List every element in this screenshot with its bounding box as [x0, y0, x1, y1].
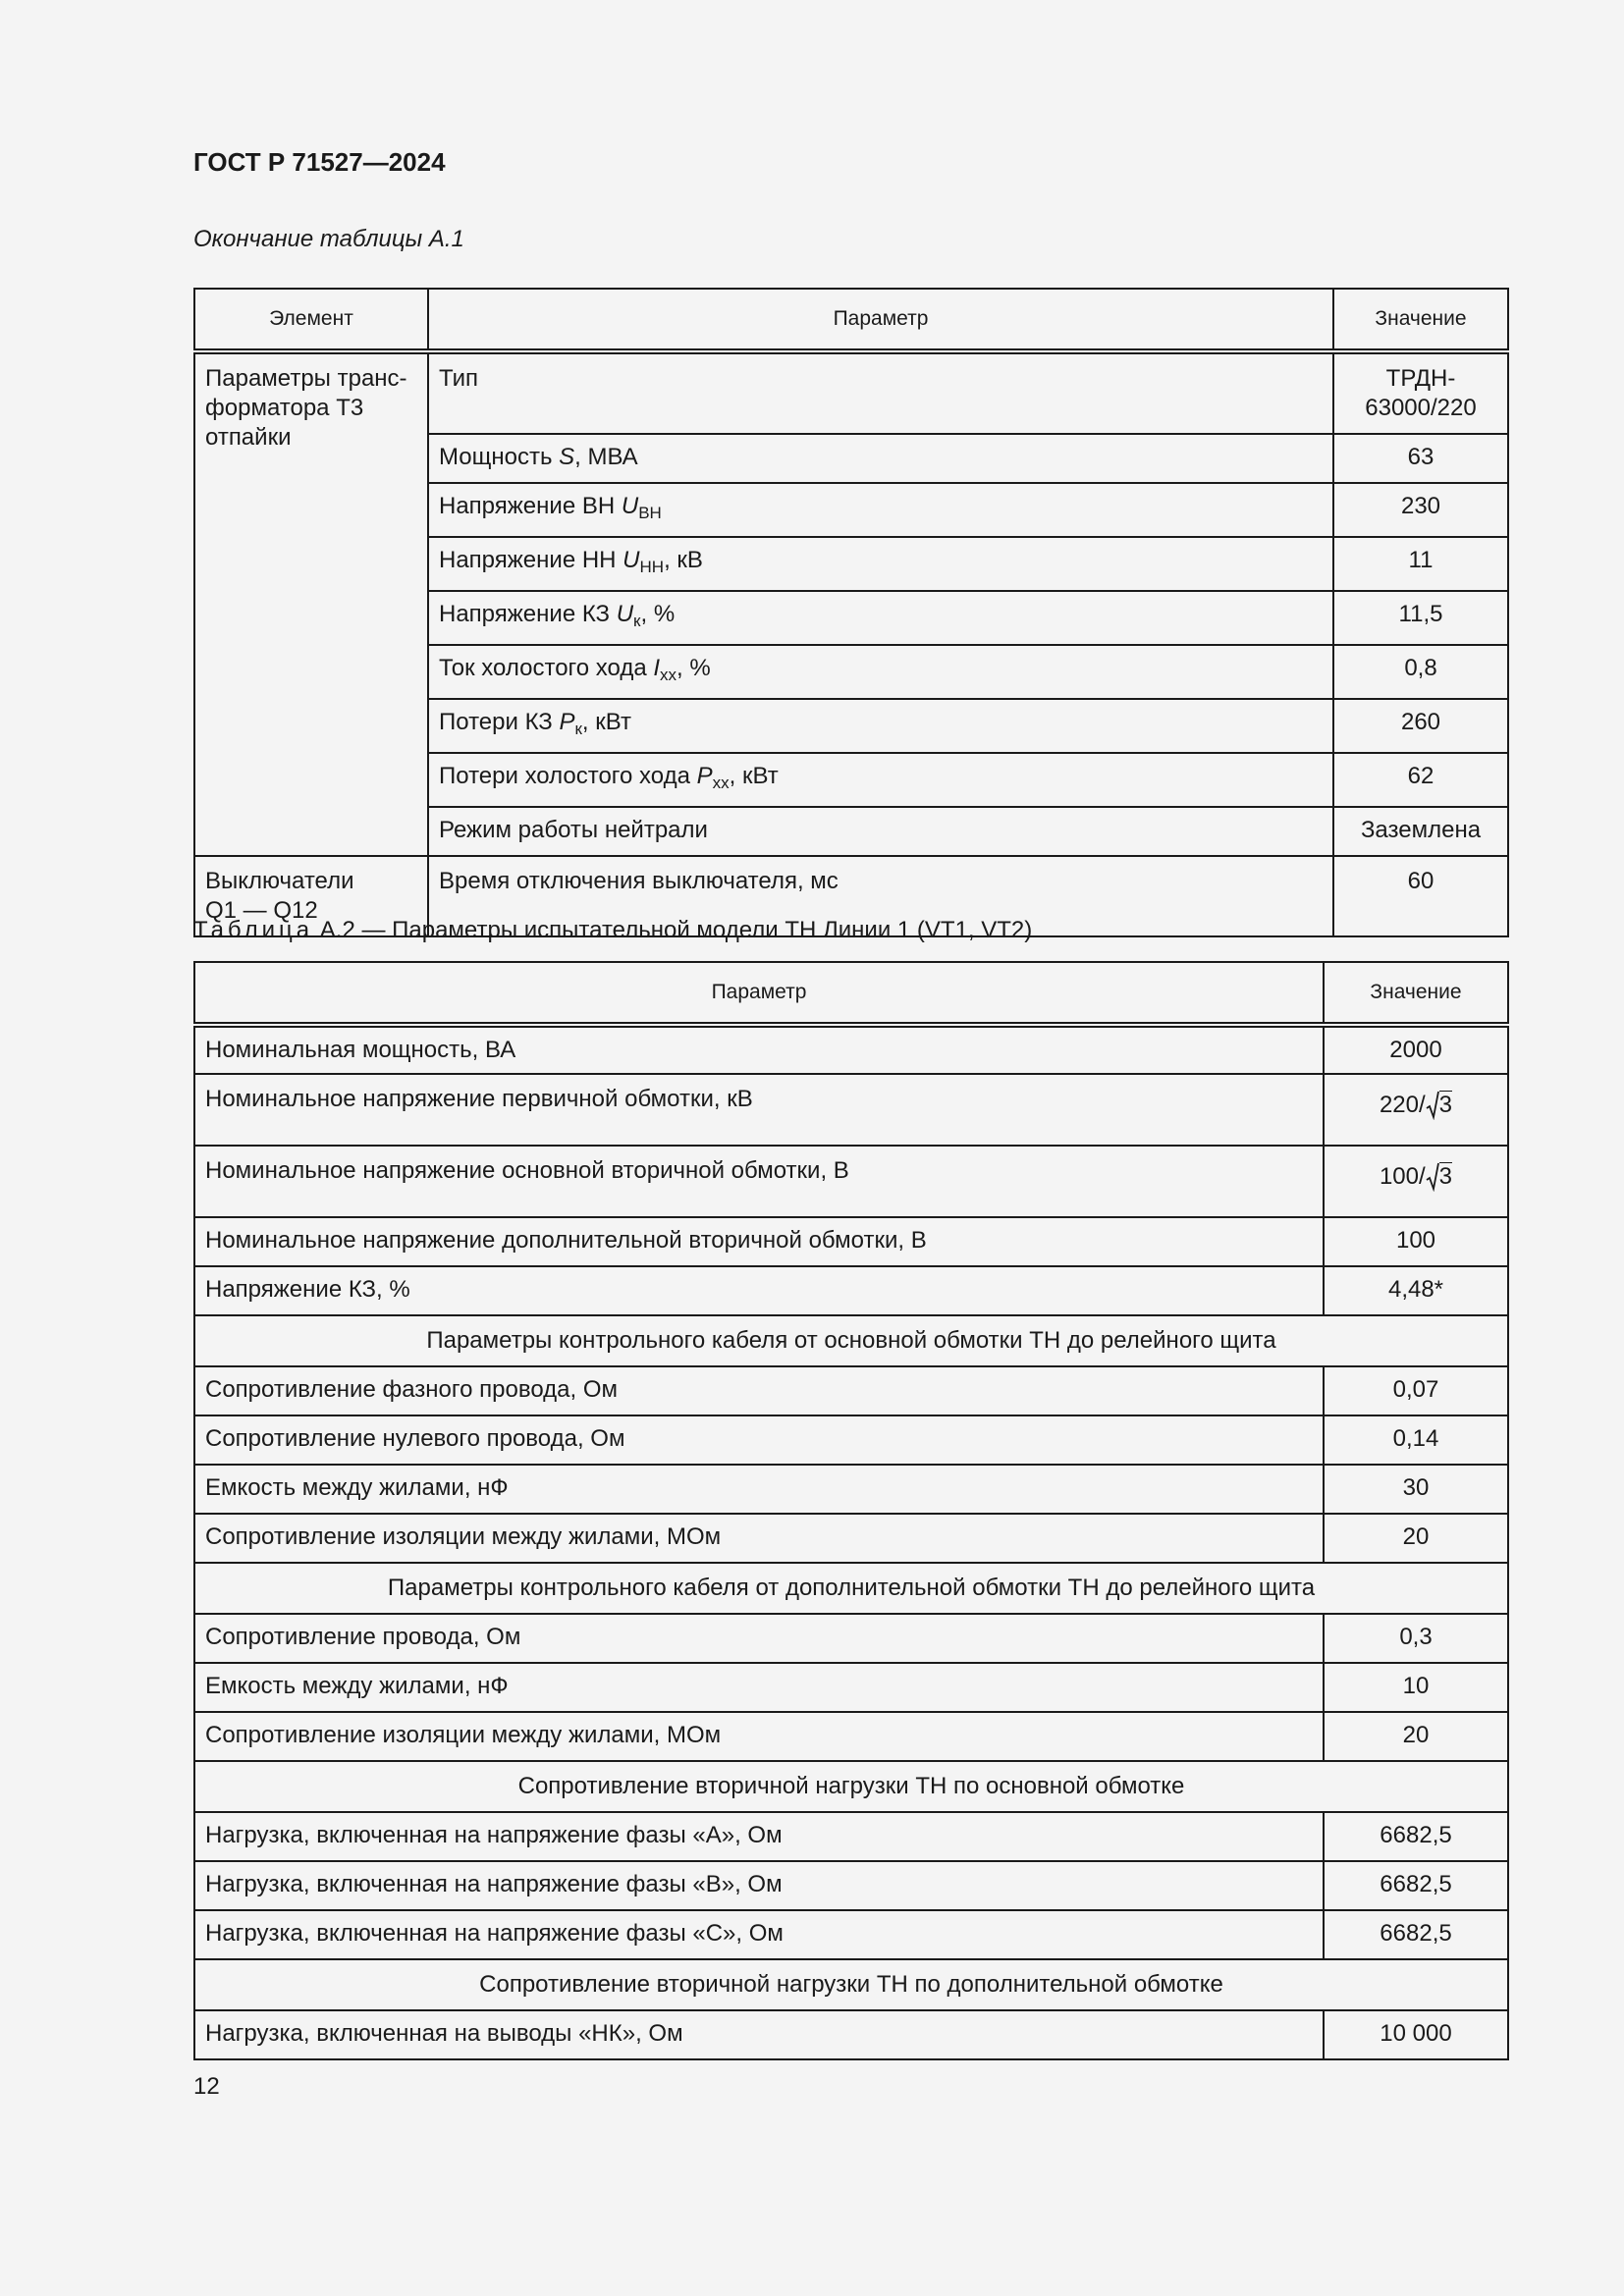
value-cell: 62: [1333, 753, 1508, 807]
parameter-cell: Номинальная мощность, ВА: [194, 1025, 1324, 1074]
parameter-cell: Сопротивление изоляции между жилами, МОм: [194, 1514, 1324, 1563]
value-cell: 10 000: [1324, 2010, 1508, 2059]
column-header-parameter: Параметр: [194, 962, 1324, 1025]
parameter-cell: Напряжение НН $U_{НН}$, кВ: [428, 537, 1333, 591]
value-cell: 0,07: [1324, 1366, 1508, 1415]
parameter-cell: Тип: [428, 351, 1333, 434]
parameter-cell: Напряжение КЗ $U_к$, %: [428, 591, 1333, 645]
parameter-cell: Потери КЗ $P_к$, кВт: [428, 699, 1333, 753]
document-code: ГОСТ Р 71527—2024: [193, 147, 446, 177]
table-row: [194, 1146, 1508, 1217]
value-cell: 10: [1324, 1663, 1508, 1712]
table-a1-end: [193, 288, 1509, 937]
value-cell: 0,14: [1324, 1415, 1508, 1465]
value-cell: 230: [1333, 483, 1508, 537]
column-header-value: Значение: [1333, 289, 1508, 351]
value-cell: 4,48*: [1324, 1266, 1508, 1315]
table-row: [194, 1266, 1508, 1315]
parameter-cell: Номинальное напряжение первичной обмотки, кВ: [194, 1074, 1324, 1146]
parameter-cell: Сопротивление нулевого провода, Ом: [194, 1415, 1324, 1465]
section-header-row: [194, 1959, 1508, 2010]
value-cell: 20: [1324, 1712, 1508, 1761]
value-cell: 20: [1324, 1514, 1508, 1563]
table-row: [194, 1465, 1508, 1514]
table2-caption-text: А.2 — Параметры испытательной модели ТН Линии 1 (VT1, VT2): [319, 917, 1033, 943]
column-header-parameter: Параметр: [428, 289, 1333, 351]
value-cell: 11: [1333, 537, 1508, 591]
parameter-cell: Режим работы нейтрали: [428, 807, 1333, 856]
parameter-cell: Мощность S, МВА: [428, 434, 1333, 483]
parameter-cell: Потери холостого хода $P_{хх}$, кВт: [428, 753, 1333, 807]
section-title: Сопротивление вторичной нагрузки ТН по дополнительной обмотке: [194, 1959, 1508, 2010]
section-title: Параметры контрольного кабеля от основной обмотки ТН до релейного щита: [194, 1315, 1508, 1366]
table-row: [194, 1025, 1508, 1074]
column-header-element: Элемент: [194, 289, 428, 351]
parameter-cell: Нагрузка, включенная на выводы «НК», Ом: [194, 2010, 1324, 2059]
parameter-cell: Емкость между жилами, нФ: [194, 1465, 1324, 1514]
value-cell: 100: [1324, 1217, 1508, 1266]
value-cell: 11,5: [1333, 591, 1508, 645]
section-header-row: [194, 1315, 1508, 1366]
value-cell: 30: [1324, 1465, 1508, 1514]
value-cell: 0,8: [1333, 645, 1508, 699]
table-row: [194, 1514, 1508, 1563]
table-row: [194, 1614, 1508, 1663]
value-cell: 6682,5: [1324, 1861, 1508, 1910]
element-cell: Выключатели Q1 — Q12: [194, 856, 428, 936]
page-number: 12: [193, 2073, 220, 2100]
table-row: [194, 2010, 1508, 2059]
element-cell: Параметры транс- форматора Т3 отпайки: [194, 351, 428, 856]
value-cell: Заземлена: [1333, 807, 1508, 856]
parameter-cell: Нагрузка, включенная на напряжение фазы «В», Ом: [194, 1861, 1324, 1910]
table-row: [194, 1910, 1508, 1959]
table-row: [194, 1366, 1508, 1415]
table-row: [194, 1074, 1508, 1146]
sqrt-sign-icon: [1426, 1091, 1439, 1120]
section-title: Сопротивление вторичной нагрузки ТН по основной обмотке: [194, 1761, 1508, 1812]
value-cell: ТРДН- 63000/220: [1333, 351, 1508, 434]
table-row: [194, 1812, 1508, 1861]
value-cell: 100/ 3: [1324, 1146, 1508, 1217]
parameter-cell: Сопротивление провода, Ом: [194, 1614, 1324, 1663]
table2-caption: [193, 917, 1032, 944]
parameter-cell: Время отключения выключателя, мс: [428, 856, 1333, 936]
column-header-value: Значение: [1324, 962, 1508, 1025]
table2-caption-label: Таблица: [193, 917, 314, 943]
section-header-row: [194, 1761, 1508, 1812]
parameter-cell: Нагрузка, включенная на напряжение фазы «С», Ом: [194, 1910, 1324, 1959]
table-a2: [193, 961, 1509, 2060]
parameter-cell: Нагрузка, включенная на напряжение фазы «А», Ом: [194, 1812, 1324, 1861]
value-cell: 260: [1333, 699, 1508, 753]
parameter-cell: Сопротивление изоляции между жилами, МОм: [194, 1712, 1324, 1761]
parameter-cell: Напряжение КЗ, %: [194, 1266, 1324, 1315]
sqrt-sign-icon: [1426, 1162, 1439, 1192]
parameter-cell: Сопротивление фазного провода, Ом: [194, 1366, 1324, 1415]
value-cell: 220/ 3: [1324, 1074, 1508, 1146]
table-row: [194, 1712, 1508, 1761]
parameter-cell: Номинальное напряжение основной вторичной обмотки, В: [194, 1146, 1324, 1217]
table-row: [194, 1861, 1508, 1910]
table-row: [194, 1663, 1508, 1712]
value-cell: 6682,5: [1324, 1910, 1508, 1959]
section-header-row: [194, 1563, 1508, 1614]
value-cell: 6682,5: [1324, 1812, 1508, 1861]
value-cell: 63: [1333, 434, 1508, 483]
table1-caption: Окончание таблицы А.1: [193, 226, 464, 252]
parameter-cell: Емкость между жилами, нФ: [194, 1663, 1324, 1712]
section-title: Параметры контрольного кабеля от дополнительной обмотки ТН до релейного щита: [194, 1563, 1508, 1614]
parameter-cell: Номинальное напряжение дополнительной вторичной обмотки, В: [194, 1217, 1324, 1266]
parameter-cell: Ток холостого хода $I_{хх}$, %: [428, 645, 1333, 699]
value-cell: 2000: [1324, 1025, 1508, 1074]
table-row: [194, 1217, 1508, 1266]
table-row: [194, 351, 1508, 434]
value-cell: 0,3: [1324, 1614, 1508, 1663]
table-row: [194, 1415, 1508, 1465]
value-cell: 60: [1333, 856, 1508, 936]
parameter-cell: Напряжение ВН $U_{ВН}$: [428, 483, 1333, 537]
